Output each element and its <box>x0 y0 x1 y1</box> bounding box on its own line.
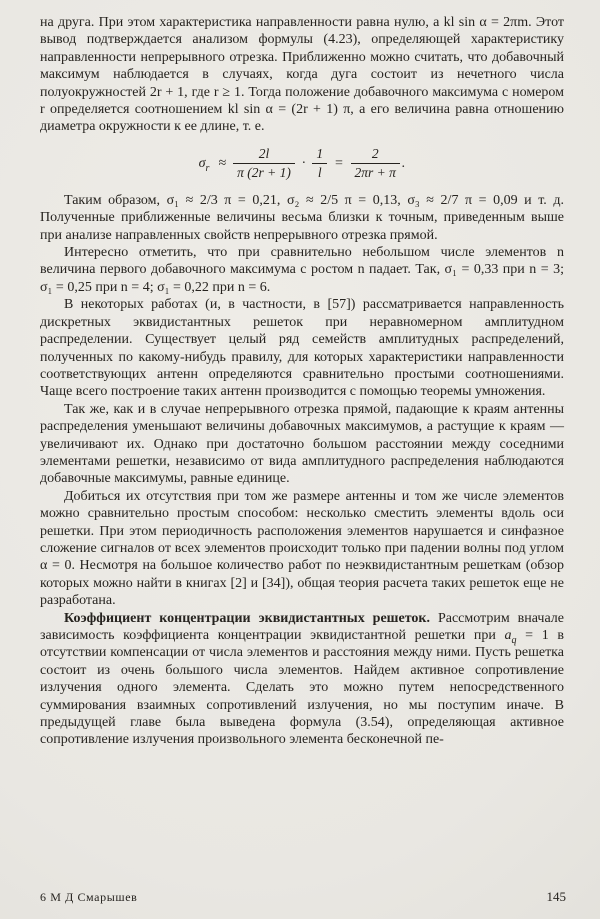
displayed-equation <box>40 145 564 182</box>
page-number: 145 <box>546 889 566 904</box>
paragraph: Таким образом, σ₁ ≈ 2/3 π = 0,21, σ₂ ≈ 2/5 π = 0,13, σ₃ ≈ 2/7 π = 0,09 и т. д. Полученные приближенные величины весьма близки к точным, приведенным выше при анализе направленных свойств непрерывного отрезка прямой. <box>40 192 564 243</box>
fraction-1-denominator: π (2r + 1) <box>237 164 291 180</box>
page-text-column <box>40 14 564 749</box>
variable-a: a <box>504 628 512 643</box>
variable-a-subscript: q <box>511 634 517 646</box>
fraction-2 <box>312 145 327 182</box>
fraction-2-numerator: 1 <box>312 145 327 164</box>
fraction-1 <box>233 145 295 182</box>
paragraph: В некоторых работах (и, в частности, в [57]) рассматривается направленность дискретных эквидистантных решеток при неравномерном амплитудном распределении. Существует целый ряд семейств амплитудных распределений, полученных по какому-нибудь правилу, для которых характеристики направленности соответствующих антенн определяются сравнительно простыми соотношениями. Чаще всего построение таких антенн производится с помощью теоремы умножения. <box>40 297 564 400</box>
fraction-3-numerator: 2 <box>351 145 400 164</box>
paragraph: Так же, как и в случае непрерывного отрезка прямой, падающие к краям антенны распределения уменьшают величины добавочных максимумов, а растущие к краям — увеличивают их. Однако при достаточно большом расстоянии между соседними элементами решетки, независимо от вида амплитудного распределения наблюдаются добавочные максимумы, равные единице. <box>40 401 564 487</box>
bold-run-in-heading: Коэффициент концентрации эквидистантных решеток. <box>64 610 430 626</box>
fraction-1-numerator: 2l <box>233 145 295 164</box>
equation-period: . <box>401 155 406 171</box>
print-signature: 6 М Д Смарышев <box>40 890 138 904</box>
sigma-symbol: σ <box>198 155 206 171</box>
equals-sign: = <box>334 155 344 171</box>
paragraph: Интересно отметить, что при сравнительно небольшом числе элементов n величина первого добавочного максимума с ростом n падает. Так, σ₁ = 0,33 при n = 3; σ₁ = 0,25 при n = 4; σ₁ = 0,22 при n = 6. <box>40 245 564 295</box>
fraction-3 <box>351 145 400 182</box>
paragraph-text-before-variable: Рассмотрим вначале зависимость коэффициента концентрации эквидистантной решетки при <box>40 610 564 643</box>
approx-sign: ≈ <box>218 155 227 171</box>
sigma-subscript: r <box>205 162 210 174</box>
page-footer <box>40 889 566 905</box>
paragraph-with-bold-lead <box>40 610 564 749</box>
fraction-2-denominator: l <box>317 164 322 180</box>
equation-lhs <box>198 155 210 174</box>
paragraph-text-after-variable: = 1 в отсутствии компенсации от числа элементов и расстояния между ними. Пусть решетка состоит из очень большого числа элементов. Найдем активное сопротивление излучения одного элемента. Сделать это можно путем непосредственного суммирования взаимных сопротивлений излучения, но мы поступим иначе. В предыдущей главе была выведена формула (3.54), определяющая активное сопротивление излучения произвольного элемента бесконечной пе- <box>40 628 564 748</box>
fraction-3-denominator: 2πr + π <box>354 164 396 180</box>
paragraph: Добиться их отсутствия при том же размере антенны и том же числе элементов можно сравнительно простым способом: несколько сместить элементы вдоль оси решетки. При этом периодичность расположения элементов нарушается и синфазное сложение сигналов от всех элементов происходит только при падении волны под углом α = 0. Несмотря на большое количество работ по неэквидистантным решеткам (обзор которых можно найти в книгах [2] и [34]), общая теория расчета таких решеток еще не разработана. <box>40 488 564 609</box>
paragraph-continuation: на друга. При этом характеристика направленности равна нулю, а kl sin α = 2πm. Этот вывод подтверждается анализом формулы (4.23), определяющей характеристику направленности непрерывного отрезка. Приближенно можно считать, что добавочный максимум наблюдается в случаях, когда дуга состоит из нечетного числа полуокружностей 2r + 1, где r ≥ 1. Тогда положение добавочного максимума с номером r определяется соотношением kl sin α = (2r + 1) π, а его величина равна отношению диаметра окружности к ее длине, т. е. <box>40 15 564 135</box>
multiplication-dot: · <box>301 155 306 171</box>
